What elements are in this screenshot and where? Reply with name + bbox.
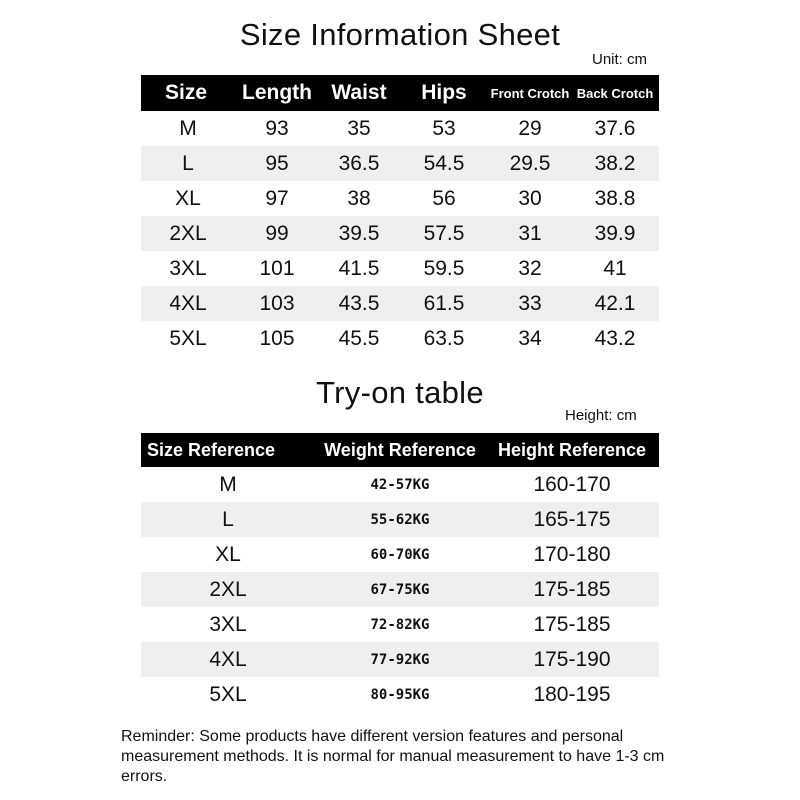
size-reference-cell: 2XL xyxy=(141,572,315,607)
front-crotch-cell: 29.5 xyxy=(489,146,571,181)
size-reference-cell: M xyxy=(141,467,315,502)
table-row xyxy=(141,642,659,677)
length-cell: 95 xyxy=(235,146,319,181)
weight-reference-cell: 60-70KG xyxy=(315,537,485,572)
size-cell: M xyxy=(141,111,235,146)
height-reference-cell: 160-170 xyxy=(485,467,659,502)
waist-cell: 35 xyxy=(319,111,399,146)
back-crotch-cell: 41 xyxy=(571,251,659,286)
size-reference-cell: XL xyxy=(141,537,315,572)
weight-reference-cell: 72-82KG xyxy=(315,607,485,642)
table-row xyxy=(141,467,659,502)
length-cell: 103 xyxy=(235,286,319,321)
size-table-header-row xyxy=(141,75,659,111)
back-crotch-cell: 38.2 xyxy=(571,146,659,181)
header-length: Length xyxy=(235,75,319,111)
table-row xyxy=(141,181,659,216)
size-cell: 3XL xyxy=(141,251,235,286)
table-row xyxy=(141,111,659,146)
front-crotch-cell: 29 xyxy=(489,111,571,146)
table-row xyxy=(141,321,659,356)
tryon-unit: Height: cm xyxy=(565,407,637,424)
tryon-table-header-row xyxy=(141,433,659,467)
size-cell: 2XL xyxy=(141,216,235,251)
size-cell: XL xyxy=(141,181,235,216)
table-row xyxy=(141,502,659,537)
waist-cell: 41.5 xyxy=(319,251,399,286)
size-reference-cell: 4XL xyxy=(141,642,315,677)
table-row xyxy=(141,146,659,181)
length-cell: 99 xyxy=(235,216,319,251)
waist-cell: 45.5 xyxy=(319,321,399,356)
size-cell: L xyxy=(141,146,235,181)
waist-cell: 39.5 xyxy=(319,216,399,251)
length-cell: 93 xyxy=(235,111,319,146)
front-crotch-cell: 31 xyxy=(489,216,571,251)
hips-cell: 56 xyxy=(399,181,489,216)
header-back-crotch: Back Crotch xyxy=(571,75,659,111)
table-row xyxy=(141,216,659,251)
size-reference-cell: 5XL xyxy=(141,677,315,712)
back-crotch-cell: 43.2 xyxy=(571,321,659,356)
table-row xyxy=(141,607,659,642)
weight-reference-cell: 55-62KG xyxy=(315,502,485,537)
waist-cell: 43.5 xyxy=(319,286,399,321)
size-cell: 5XL xyxy=(141,321,235,356)
reminder-note: Reminder: Some products have different version features and personal measurement methods. It is normal for manual measurement to have 1-3 cm errors. xyxy=(121,728,665,785)
size-cell: 4XL xyxy=(141,286,235,321)
table-row xyxy=(141,572,659,607)
header-hips: Hips xyxy=(399,75,489,111)
hips-cell: 57.5 xyxy=(399,216,489,251)
back-crotch-cell: 38.8 xyxy=(571,181,659,216)
weight-reference-cell: 67-75KG xyxy=(315,572,485,607)
hips-cell: 53 xyxy=(399,111,489,146)
back-crotch-cell: 37.6 xyxy=(571,111,659,146)
table-row xyxy=(141,251,659,286)
waist-cell: 36.5 xyxy=(319,146,399,181)
length-cell: 105 xyxy=(235,321,319,356)
height-reference-cell: 175-190 xyxy=(485,642,659,677)
hips-cell: 54.5 xyxy=(399,146,489,181)
weight-reference-cell: 80-95KG xyxy=(315,677,485,712)
back-crotch-cell: 42.1 xyxy=(571,286,659,321)
weight-reference-cell: 42-57KG xyxy=(315,467,485,502)
front-crotch-cell: 32 xyxy=(489,251,571,286)
hips-cell: 61.5 xyxy=(399,286,489,321)
height-reference-cell: 175-185 xyxy=(485,607,659,642)
weight-reference-cell: 77-92KG xyxy=(315,642,485,677)
front-crotch-cell: 34 xyxy=(489,321,571,356)
header-weight-reference: Weight Reference xyxy=(315,433,485,467)
hips-cell: 63.5 xyxy=(399,321,489,356)
back-crotch-cell: 39.9 xyxy=(571,216,659,251)
front-crotch-cell: 33 xyxy=(489,286,571,321)
size-reference-cell: L xyxy=(141,502,315,537)
table-row xyxy=(141,286,659,321)
height-reference-cell: 170-180 xyxy=(485,537,659,572)
waist-cell: 38 xyxy=(319,181,399,216)
size-sheet-title: Size Information Sheet xyxy=(239,17,561,52)
height-reference-cell: 165-175 xyxy=(485,502,659,537)
table-row xyxy=(141,537,659,572)
header-front-crotch: Front Crotch xyxy=(489,75,571,111)
tryon-title: Try-on table xyxy=(316,375,484,410)
front-crotch-cell: 30 xyxy=(489,181,571,216)
height-reference-cell: 180-195 xyxy=(485,677,659,712)
tryon-table xyxy=(141,433,659,712)
header-waist: Waist xyxy=(319,75,399,111)
length-cell: 97 xyxy=(235,181,319,216)
header-height-reference: Height Reference xyxy=(485,433,659,467)
size-reference-cell: 3XL xyxy=(141,607,315,642)
size-information-table xyxy=(141,75,659,356)
table-row xyxy=(141,677,659,712)
height-reference-cell: 175-185 xyxy=(485,572,659,607)
size-sheet-unit: Unit: cm xyxy=(592,51,648,68)
hips-cell: 59.5 xyxy=(399,251,489,286)
header-size: Size xyxy=(141,75,235,111)
header-size-reference: Size Reference xyxy=(141,433,315,467)
length-cell: 101 xyxy=(235,251,319,286)
